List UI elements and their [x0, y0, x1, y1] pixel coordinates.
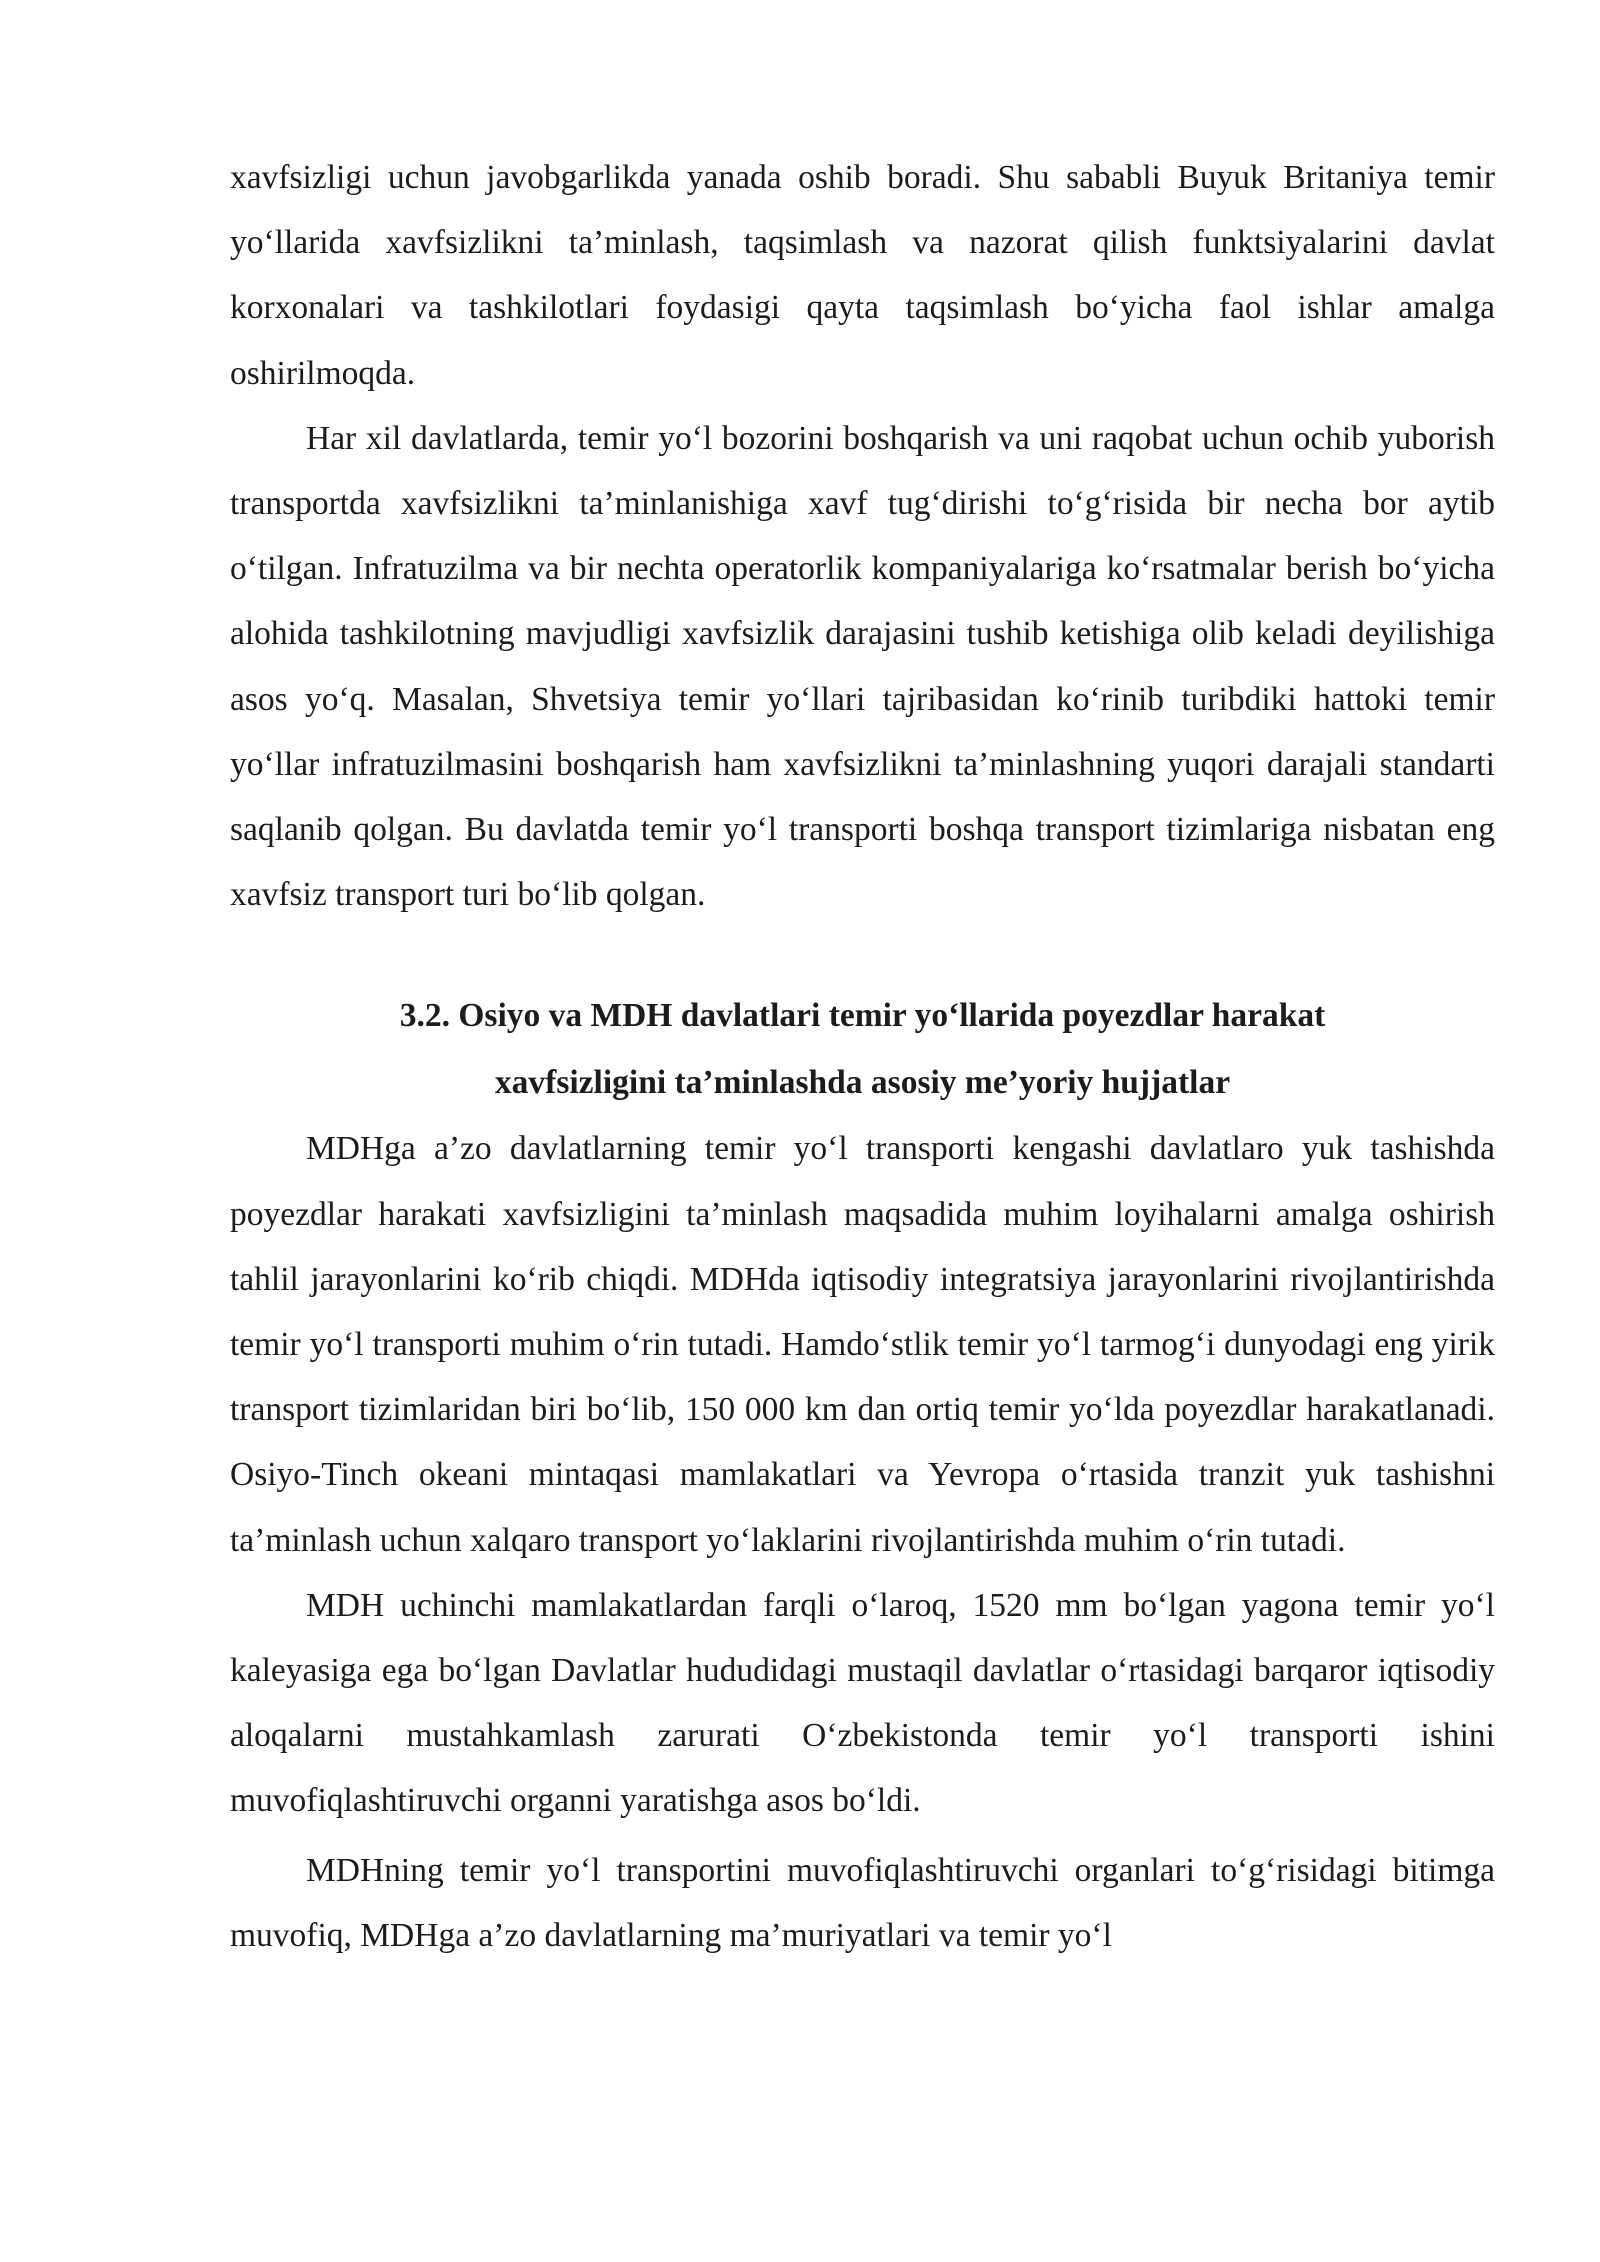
paragraph-cis-gauge: MDH uchinchi mamlakatlardan farqli o‘laroq, 1520 mm bo‘lgan yagona temir yo‘l kaleyasiga ega bo‘lgan Davlatlar hududidagi mustaqil davlatlar o‘rtasidagi barqaror iqtisodiy aloqalarni mustahkamlash zarurati O‘zbekistonda temir yo‘l transporti ishini muvofiqlashtiruvchi organni yaratishga asos bo‘ldi.	[230, 1586, 1495, 1820]
paragraph-cis-agreement: MDHning temir yo‘l transportini muvofiqlashtiruvchi organlari to‘g‘risidagi bitimga muvofiq, MDHga a’zo davlatlarning ma’muriyatlari va temir yo‘l	[230, 1851, 1495, 1954]
section-heading	[230, 982, 1495, 1116]
section-heading-line-1: 3.2. Osiyo va MDH davlatlari temir yo‘llarida poyezdlar harakat	[399, 997, 1326, 1035]
paragraph-cis-council: MDHga a’zo davlatlarning temir yo‘l transporti kengashi davlatlaro yuk tashishda poyezdlar harakati xavfsizligini ta’minlash maqsadida muhim loyihalarni amalga oshirish tahlil jarayonlarini ko‘rib chiqdi. MDHda iqtisodiy integratsiya jarayonlarini rivojlantirishda temir yo‘l transporti muhim o‘rin tutadi. Hamdo‘stlik temir yo‘l tarmog‘i dunyodagi eng yirik transport tizimlaridan biri bo‘lib, 150 000 km dan ortiq temir yo‘lda poyezdlar harakatlanadi. Osiyo-Tinch okeani mintaqasi mamlakatlari va Yevropa o‘rtasida tranzit yuk tashishni ta’minlash uchun xalqaro transport yo‘laklarini rivojlantirishda muhim o‘rin tutadi.	[230, 1130, 1495, 1559]
paragraph-safety-risk: Har xil davlatlarda, temir yo‘l bozorini boshqarish va uni raqobat uchun ochib yuborish transportda xavfsizlikni ta’minlanishiga xavf tug‘dirishi to‘g‘risida bir necha bor aytib o‘tilgan. Infratuzilma va bir nechta operatorlik kompaniyalariga ko‘rsatmalar berish bo‘yicha alohida tashkilotning mavjudligi xavfsizlik darajasini tushib ketishiga olib keladi deyilishiga asos yo‘q. Masalan, Shvetsiya temir yo‘llari tajribasidan ko‘rinib turibdiki hattoki temir yo‘llar infratuzilmasini boshqarish ham xavfsizlikni ta’minlashning yuqori darajali standarti saqlanib qolgan. Bu davlatda temir yo‘l transporti boshqa transport tizimlariga nisbatan eng xavfsiz transport turi bo‘lib qolgan.	[230, 419, 1495, 914]
paragraph-continuation: xavfsizligi uchun javobgarlikda yanada oshib boradi. Shu sababli Buyuk Britaniya temir yo‘llarida xavfsizlikni ta’minlash, taqsimlash va nazorat qilish funktsiyalarini davlat korxonalari va tashkilotlari foydasigi qayta taqsimlash bo‘yicha faol ishlar amalga oshirilmoqda.	[230, 159, 1495, 392]
section-heading-line-2: xavfsizligini ta’minlashda asosiy me’yoriy hujjatlar	[494, 1064, 1231, 1102]
document-page	[230, 145, 1495, 1968]
